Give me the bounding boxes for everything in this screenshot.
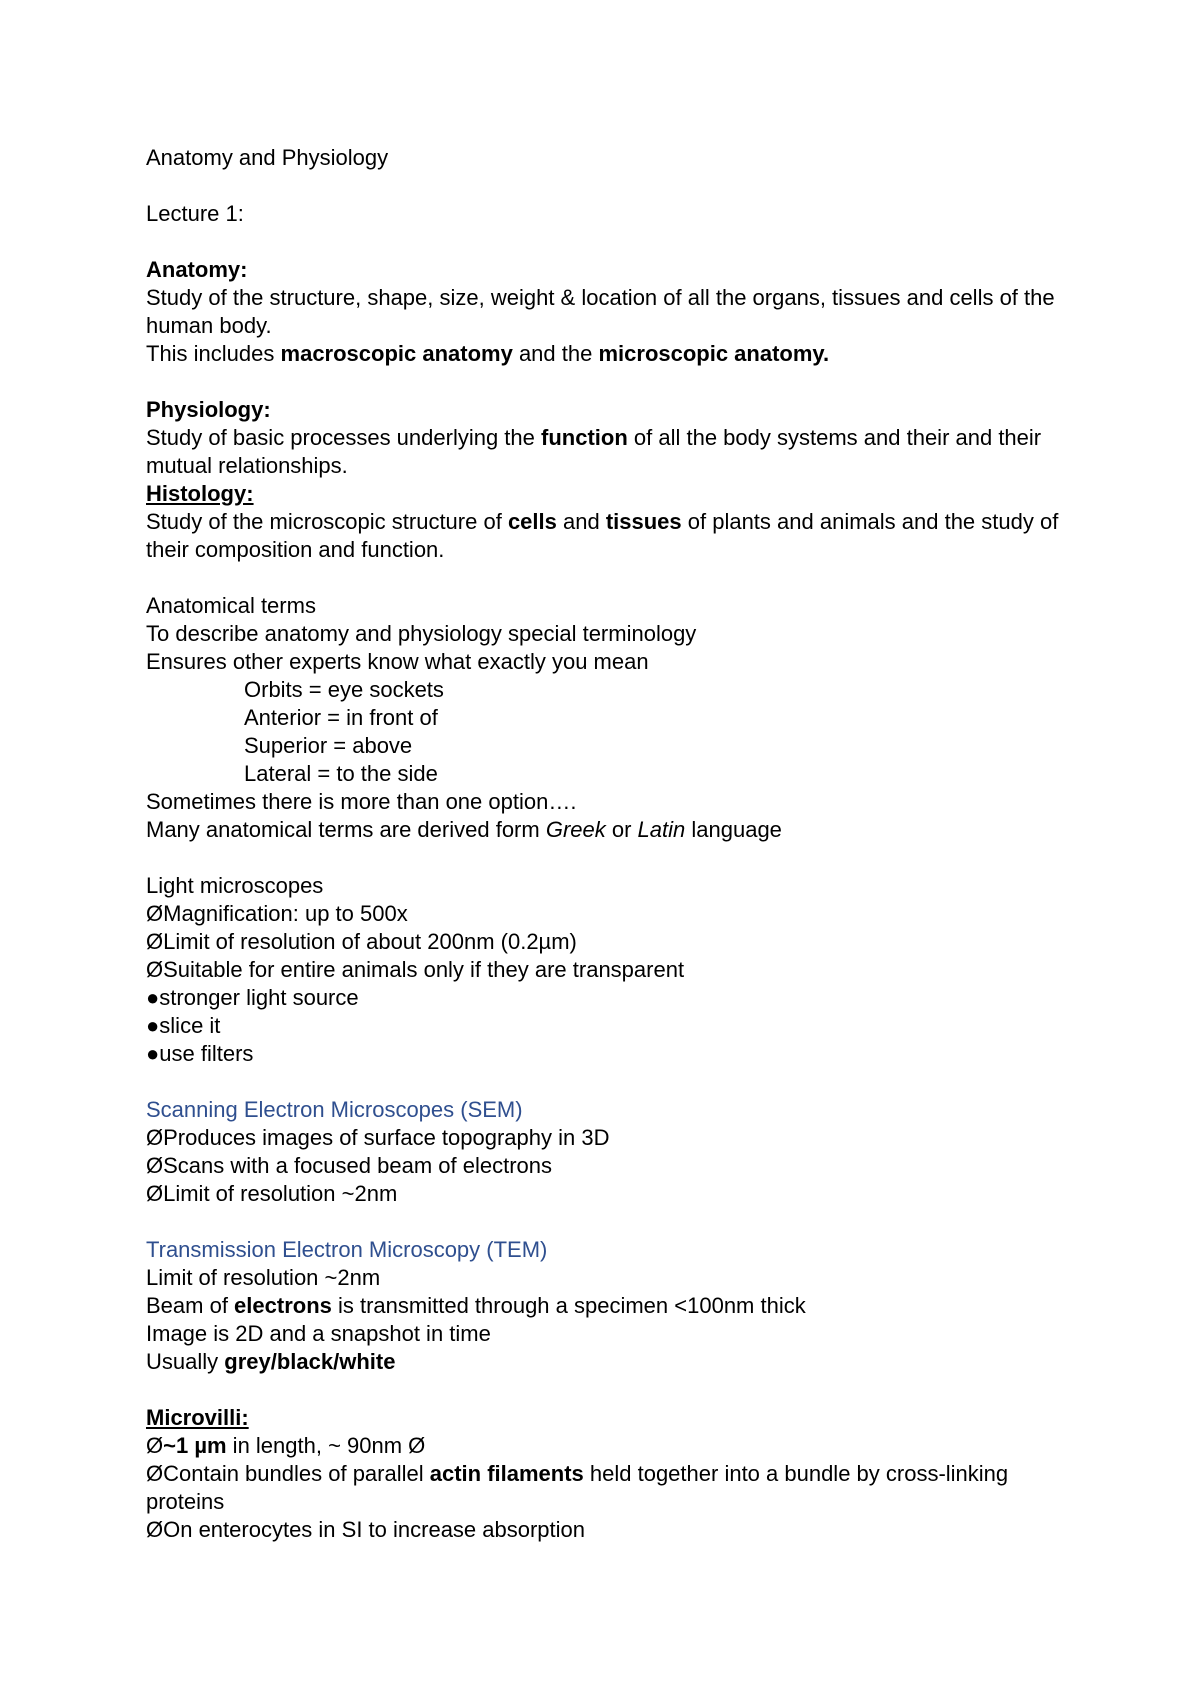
list-item: ØLimit of resolution of about 200nm (0.2µm) xyxy=(146,929,577,954)
anatomical-terms-line3: Sometimes there is more than one option…. xyxy=(146,789,577,814)
tem-usually-line xyxy=(146,1348,1086,1376)
term-example: Superior = above xyxy=(244,733,413,758)
histology-def-suffix: of plants and animals and the study of their composition and function. xyxy=(146,509,1059,562)
beam-prefix: Beam of xyxy=(146,1293,235,1318)
function-term: function xyxy=(541,425,628,450)
term-example: Anterior = in front of xyxy=(244,705,438,730)
physiology-def-prefix: Study of basic processes underlying the xyxy=(146,425,542,450)
histology-def-and: and xyxy=(556,509,606,534)
anatomy-includes xyxy=(146,340,1086,368)
tem-beam-line xyxy=(146,1292,1086,1320)
anatomical-terms-heading: Anatomical terms xyxy=(146,593,316,618)
list-item: ØProduces images of surface topography in 3D xyxy=(146,1125,610,1150)
microscopic-anatomy-term: microscopic anatomy. xyxy=(598,341,830,366)
actin-filaments-term: actin filaments xyxy=(429,1461,584,1486)
histology-def-prefix: Study of the microscopic structure of xyxy=(146,509,508,534)
microvilli-heading: Microvilli: xyxy=(146,1405,249,1430)
document-title: Anatomy and Physiology xyxy=(146,145,389,170)
spacer xyxy=(146,564,1086,592)
list-item: ●stronger light source xyxy=(146,985,359,1010)
greek-term: Greek xyxy=(545,817,606,842)
list-item: ●slice it xyxy=(146,1013,221,1038)
anatomical-terms-language xyxy=(146,816,1086,844)
spacer xyxy=(146,1068,1086,1096)
language-prefix: Many anatomical terms are derived form xyxy=(146,817,546,842)
anatomy-heading: Anatomy: xyxy=(146,257,248,282)
length-term: ~1 µm xyxy=(163,1433,227,1458)
list-item: ●use filters xyxy=(146,1041,254,1066)
microvilli-line2 xyxy=(146,1460,1086,1516)
tem-heading: Transmission Electron Microscopy (TEM) xyxy=(146,1237,548,1262)
document-page xyxy=(146,144,1086,1544)
language-or: or xyxy=(605,817,638,842)
term-example: Lateral = to the side xyxy=(244,761,438,786)
microvilli-l2-suffix: held together into a bundle by cross-linking proteins xyxy=(146,1461,1009,1514)
tem-line3: Image is 2D and a snapshot in time xyxy=(146,1321,491,1346)
sem-heading: Scanning Electron Microscopes (SEM) xyxy=(146,1097,523,1122)
tem-line1: Limit of resolution ~2nm xyxy=(146,1265,381,1290)
usually-prefix: Usually xyxy=(146,1349,225,1374)
anatomical-terms-line1: To describe anatomy and physiology special terminology xyxy=(146,621,697,646)
spacer xyxy=(146,1208,1086,1236)
physiology-def-suffix: of all the body systems and their and their mutual relationships. xyxy=(146,425,1042,478)
list-item: ØSuitable for entire animals only if they are transparent xyxy=(146,957,685,982)
beam-suffix: is transmitted through a specimen <100nm thick xyxy=(331,1293,806,1318)
term-example: Orbits = eye sockets xyxy=(244,677,444,702)
spacer xyxy=(146,368,1086,396)
microvilli-line1 xyxy=(146,1432,1086,1460)
anatomy-includes-mid: and the xyxy=(512,341,599,366)
spacer xyxy=(146,172,1086,200)
electrons-term: electrons xyxy=(234,1293,332,1318)
list-item: ØScans with a focused beam of electrons xyxy=(146,1153,552,1178)
lecture-label: Lecture 1: xyxy=(146,201,244,226)
spacer xyxy=(146,228,1086,256)
physiology-definition xyxy=(146,424,1086,480)
anatomy-includes-prefix: This includes xyxy=(146,341,281,366)
spacer xyxy=(146,1376,1086,1404)
microvilli-l1-suffix: in length, ~ 90nm Ø xyxy=(226,1433,426,1458)
tissues-term: tissues xyxy=(605,509,682,534)
anatomical-terms-line2: Ensures other experts know what exactly you mean xyxy=(146,649,649,674)
anatomy-definition: Study of the structure, shape, size, weight & location of all the organs, tissues and cells of the human body. xyxy=(146,285,1055,338)
physiology-heading: Physiology: xyxy=(146,397,271,422)
grey-black-white-term: grey/black/white xyxy=(224,1349,396,1374)
histology-heading: Histology: xyxy=(146,481,254,506)
microvilli-l2-prefix: ØContain bundles of parallel xyxy=(146,1461,430,1486)
cells-term: cells xyxy=(507,509,557,534)
list-item: ØLimit of resolution ~2nm xyxy=(146,1181,398,1206)
microvilli-l1-prefix: Ø xyxy=(146,1433,164,1458)
histology-definition xyxy=(146,508,1086,564)
spacer xyxy=(146,844,1086,872)
light-microscopes-heading: Light microscopes xyxy=(146,873,324,898)
language-suffix: language xyxy=(685,817,782,842)
microvilli-line3: ØOn enterocytes in SI to increase absorption xyxy=(146,1517,586,1542)
list-item: ØMagnification: up to 500x xyxy=(146,901,408,926)
latin-term: Latin xyxy=(637,817,686,842)
macroscopic-anatomy-term: macroscopic anatomy xyxy=(280,341,513,366)
